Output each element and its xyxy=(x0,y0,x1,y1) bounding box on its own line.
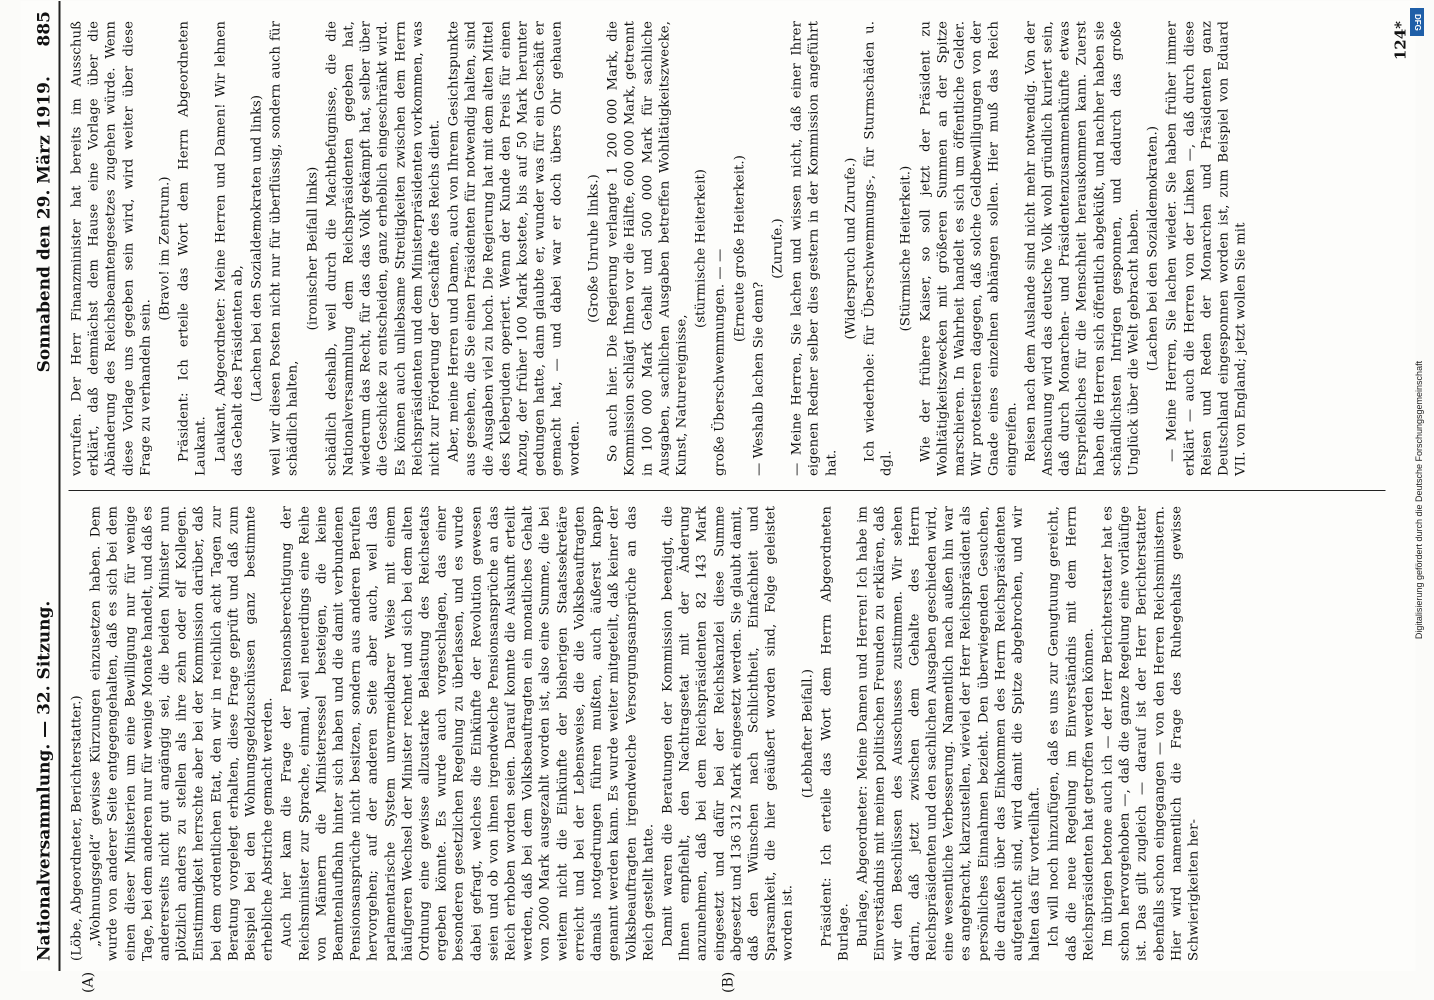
dfg-logo: DFG xyxy=(1410,8,1424,36)
paragraph: vorrufen. Der Herr Finanzminister hat bereits im Ausschuß erklärt, daß demnächst dem Hause eine Vorlage über die Abänderung des Reichsbeamtengesetzes zugehen würde. Wenn diese Vorlage uns gegeben sein wird, wird weiter über diese Frage zu verhandeln sein. xyxy=(69,21,154,476)
speaker-paragraph: Präsident: Ich erteile das Wort dem Herrn Abgeordneten Laukant. xyxy=(176,21,209,476)
stage-direction: (Lachen bei den Sozialdemokraten und links) xyxy=(249,94,265,403)
paragraph: Auch hier kam die Frage der Pensionsberechtigung der Reichsminister zur Sprache, einmal, weil neuerdings eine Reihe von Männern die Ministersessel besteigen, die keine Beamtenlaufbahn hinter sich haben und die damit verbundenen Pensionsansprüche nicht besitzen, sondern aus anderen Berufen hervorgehen; auf der anderen Seite aber auch, weil das parlamentarische System unvermeidbarer Weise mit einem häufigeren Wechsel der Minister rechnet und sich bei dem alten Ordnung eine gewisse allzustarke Belastung des Reichsetats ergeben könnte. Es wurde auch vorgeschlagen, das einer besonderen gesetzlichen Regelung zu überlassen, und es wurde dabei gefragt, welches die Einkünfte der Revolution gewesen seien und ob von ihnen irgendwelche Pensionsansprüche an das Reich erhoben worden seien. Darauf konnte die Auskunft erteilt werden, daß bei dem Volksbeauftragten ein monatliches Gehalt von 2000 Mark ausgezahlt worden ist, also eine Summe, die bei weitem nicht die Einkünfte der bisherigen Staatssekretäre erreicht und bei der Lebensweise, die die Volksbeauftragten damals notgedrungen führen mußten, auch äußerst knapp genannt werden kann. Es wurde weiter mitgeteilt, daß keiner der Volksbeauftragten irgendwelche Versorgungsansprüche an das Reich gestellt hatte. xyxy=(279,506,657,961)
stage-direction: (stürmische Heiterkeit) xyxy=(693,168,709,329)
stage-direction: (Widerspruch und Zurufe.) xyxy=(843,157,859,340)
speaker-tag: (Löbe, Abgeordneter, Berichterstatter.) xyxy=(69,695,85,961)
paragraph: Ich will noch hinzufügen, daß es uns zur Genugtuung gereicht, daß die neue Regelung im Einverständnis mit dem Herrn Reichspräsidenten hat getroffen werden können. xyxy=(1046,506,1097,961)
stage-direction: (Bravo! im Zentrum.) xyxy=(157,176,173,321)
running-head-date: Sonnabend den 29. März 1919. xyxy=(34,76,55,373)
paragraph: schädlich deshalb, weil durch die Machtbefugnisse, die die Nationalversammlung dem Reichspräsidenten gegeben hat, wiederum das Recht, für das das Volk gekämpft hat, selber über die Geschicke zu entscheiden, ganz erheblich eingeschränkt wird. Es können auch unliebsame Streitigkeiten zwischen dem Herrn Reichspräsidenten und dem Ministerpräsidenten vorkommen, was nicht zur Förderung der Geschäfte des Reichs dient. xyxy=(324,21,443,476)
stage-direction: (Lebhafter Beifall.) xyxy=(800,668,816,799)
column-rule xyxy=(69,490,1386,491)
stage-direction: (Stürmische Heiterkeit.) xyxy=(898,165,914,332)
running-head-left: Nationalversammlung. — 32. Sitzung. xyxy=(34,600,55,961)
paragraph: Damit waren die Beratungen der Kommission beendigt, die Ihnen empfiehlt, den Nachtragsetat mit der Änderung anzunehmen, daß bei dem Reichspräsidenten 82 143 Mark eingesetzt und dafür bei der Reichskanzlei diese Summe abgesetzt und 136 312 Mark eingesetzt werden. Sie glaubt damit, daß den Wünschen nach Schlichtheit, Einfachheit und Sparsamkeit, die hier geäußert worden sind, Folge geleistet worden ist. xyxy=(660,506,796,961)
paragraph: So auch hier. Die Regierung verlangte 1 200 000 Mark, die Kommission schlägt Ihnen vor die Hälfte, 600 000 Mark, getrennt in 100 000 Mark Gehalt und 500 000 Mark für sachliche Ausgaben, sachlichen Ausgaben betreffen Wohltätigkeitszwecke, Kunst, Naturereignisse, xyxy=(605,21,690,476)
page-number: 885 xyxy=(34,11,55,47)
paragraph: Wie der frühere Kaiser, so soll jetzt der Präsident zu Wohltätigkeitszwecken mit größeren Summen an der Spitze marschieren. In Wahrheit handelt es sich um öffentliche Gelder. Wir protestieren dagegen, daß solche Geldbewilligungen von der Gnade eines einzelnen abhängen sollen. Hier muß das Reich eingreifen. xyxy=(918,21,1020,476)
paragraph: weil wir diesen Posten nicht nur für überflüssig, sondern auch für schädlich halten, xyxy=(268,21,301,476)
stage-direction: (Große Unruhe links.) xyxy=(586,174,602,323)
margin-mark-c xyxy=(81,0,97,1)
signature-mark: 124* xyxy=(1391,21,1410,61)
margin-mark-b: (B) xyxy=(720,971,737,993)
speaker-paragraph: Laukant, Abgeordneter: Meine Herren und Damen! Wir lehnen das Gehalt des Präsidenten ab, xyxy=(213,21,246,476)
paragraph: Ich wiederhole: für Überschwemmungs-, für Sturmschäden u. dgl. xyxy=(862,21,895,476)
paragraph: große Überschwemmungen. — — xyxy=(712,248,728,476)
paragraph: Reisen nach dem Auslande sind nicht mehr notwendig. Von der Anschauung wird das deutsche Volk wohl gründlich kuriert sein, daß durch Monarchen- und Präsidentenzusammenkünfte etwas Ersprießliches für die Menschheit herauskommen kann. Zuerst haben die Herren sich öffentlich abgeküßt, und nachher haben sie schändlichsten Intrigen gesponnen, und dadurch das große Unglück über die Welt gebracht haben. xyxy=(1023,21,1142,476)
rotated-newspaper-page xyxy=(21,1,1416,993)
text-column-right xyxy=(69,21,1252,476)
speaker-paragraph: Burlage, Abgeordneter: Meine Damen und Herren! Ich habe im Einverständnis mit meinen politischen Freunden zu erklären, daß wir den Beschlüssen des Ausschusses zustimmen. Wir sehen darin, daß jetzt zwischen dem Gehalte des Herrn Reichspräsidenten und den sachlichen Ausgaben geschieden wird, eine wesentliche Verbesserung. Namentlich nach außen hin war es angebracht, klarzustellen, wieviel der Herr Reichspräsident als persönliches Einnahmen bezieht. Den überwiegenden Gesuchen, die draußen über das Einkommen des Herrn Reichspräsidenten aufgetaucht sind, wird damit die Spitze abgebrochen, und wir halten das für vorteilhaft. xyxy=(855,506,1043,961)
stage-direction: (Erneute große Heiterkeit.) xyxy=(732,155,748,342)
paragraph: „Wohnungsgeld“ gewisse Kürzungen einzusetzen haben. Dem wurde von anderer Seite entgegengehalten, daß es sich bei dem einen dieser Ministerien um eine Bewilligung nur für wenige Tage, bei dem anderen nur für wenige Monate handelt, und daß es andererseits nicht gut angängig sei, die beiden Minister nun plötzlich anders zu stellen als ihre zehn oder elf Kollegen. Einstimmigkeit herrschte aber bei der Kommission darüber, daß bei dem ordentlichen Etat, den wir in reichlich acht Tagen zur Beratung vorgelegt erhalten, diese Frage geprüft und daß zum Beispiel bei den Wohnungsgeldzuschüssen ganz bestimmte erhebliche Abstriche gemacht werden. xyxy=(88,506,276,961)
margin-mark-d xyxy=(721,0,737,1)
text-column-left xyxy=(69,506,1205,961)
stage-direction: (Lachen bei den Sozialdemokraten.) xyxy=(1145,125,1161,372)
margin-mark-a: (A) xyxy=(80,971,97,993)
running-head xyxy=(31,1,61,971)
paragraph: — Meine Herren, Sie lachen und wissen nicht, daß einer Ihrer eigenen Redner selber dies gestern in der Kommission angeführt hat. xyxy=(789,21,840,476)
speaker-paragraph: Präsident: Ich erteile das Wort dem Herrn Abgeordneten Burlage. xyxy=(819,506,852,961)
paragraph: — Meine Herren, Sie lachen wieder. Sie haben früher immer erklärt — auch die Herren von der Linken —, daß durch diese Reisen und Reden der Monarchen und Präsidenten ganz Deutschland eingesponnen worden ist, zum Beispiel von Eduard VII. von England; jetzt wollen Sie mit xyxy=(1164,21,1249,476)
digitization-credit xyxy=(1408,0,1430,1000)
paragraph: Im übrigen betone auch ich — der Herr Berichterstatter hat es schon hervorgehoben —, daß die ganze Regelung eine vorläufige ist. Das gilt zugleich — darauf ist der Herr Berichterstatter ebenfalls schon eingegangen — von den Herren Reichsministern. Hier wird namentlich die Frage des Ruhegehalts gewisse Schwierigkeiten her- xyxy=(1100,506,1202,961)
stage-direction: (ironischer Beifall links) xyxy=(305,166,321,331)
paragraph: Aber, meine Herren und Damen, auch von Ihrem Gesichtspunkte aus gesehen, die Sie einen Präsidenten für notwendig halten, sind die Ausgaben viel zu hoch. Die Regierung hat mit dem alten Mittel des Kleberjuden operiert. Wenn der Kunde den Preis für einen Anzug, der früher 100 Mark kostete, bis auf 50 Mark herunter gedungen hatte, dann glaubte er, wunder was für ein Geschäft er gemacht hat, — und dabei war er doch übers Ohr gehauen worden. xyxy=(446,21,583,476)
running-head-right xyxy=(35,11,55,372)
paragraph: — Weshalb lachen Sie denn? xyxy=(751,281,767,476)
credit-text: Digitalisierung gefördert durch die Deutsche Forschungsgemeinschaft xyxy=(1414,360,1424,640)
stage-direction: (Zurufe.) xyxy=(770,218,786,279)
